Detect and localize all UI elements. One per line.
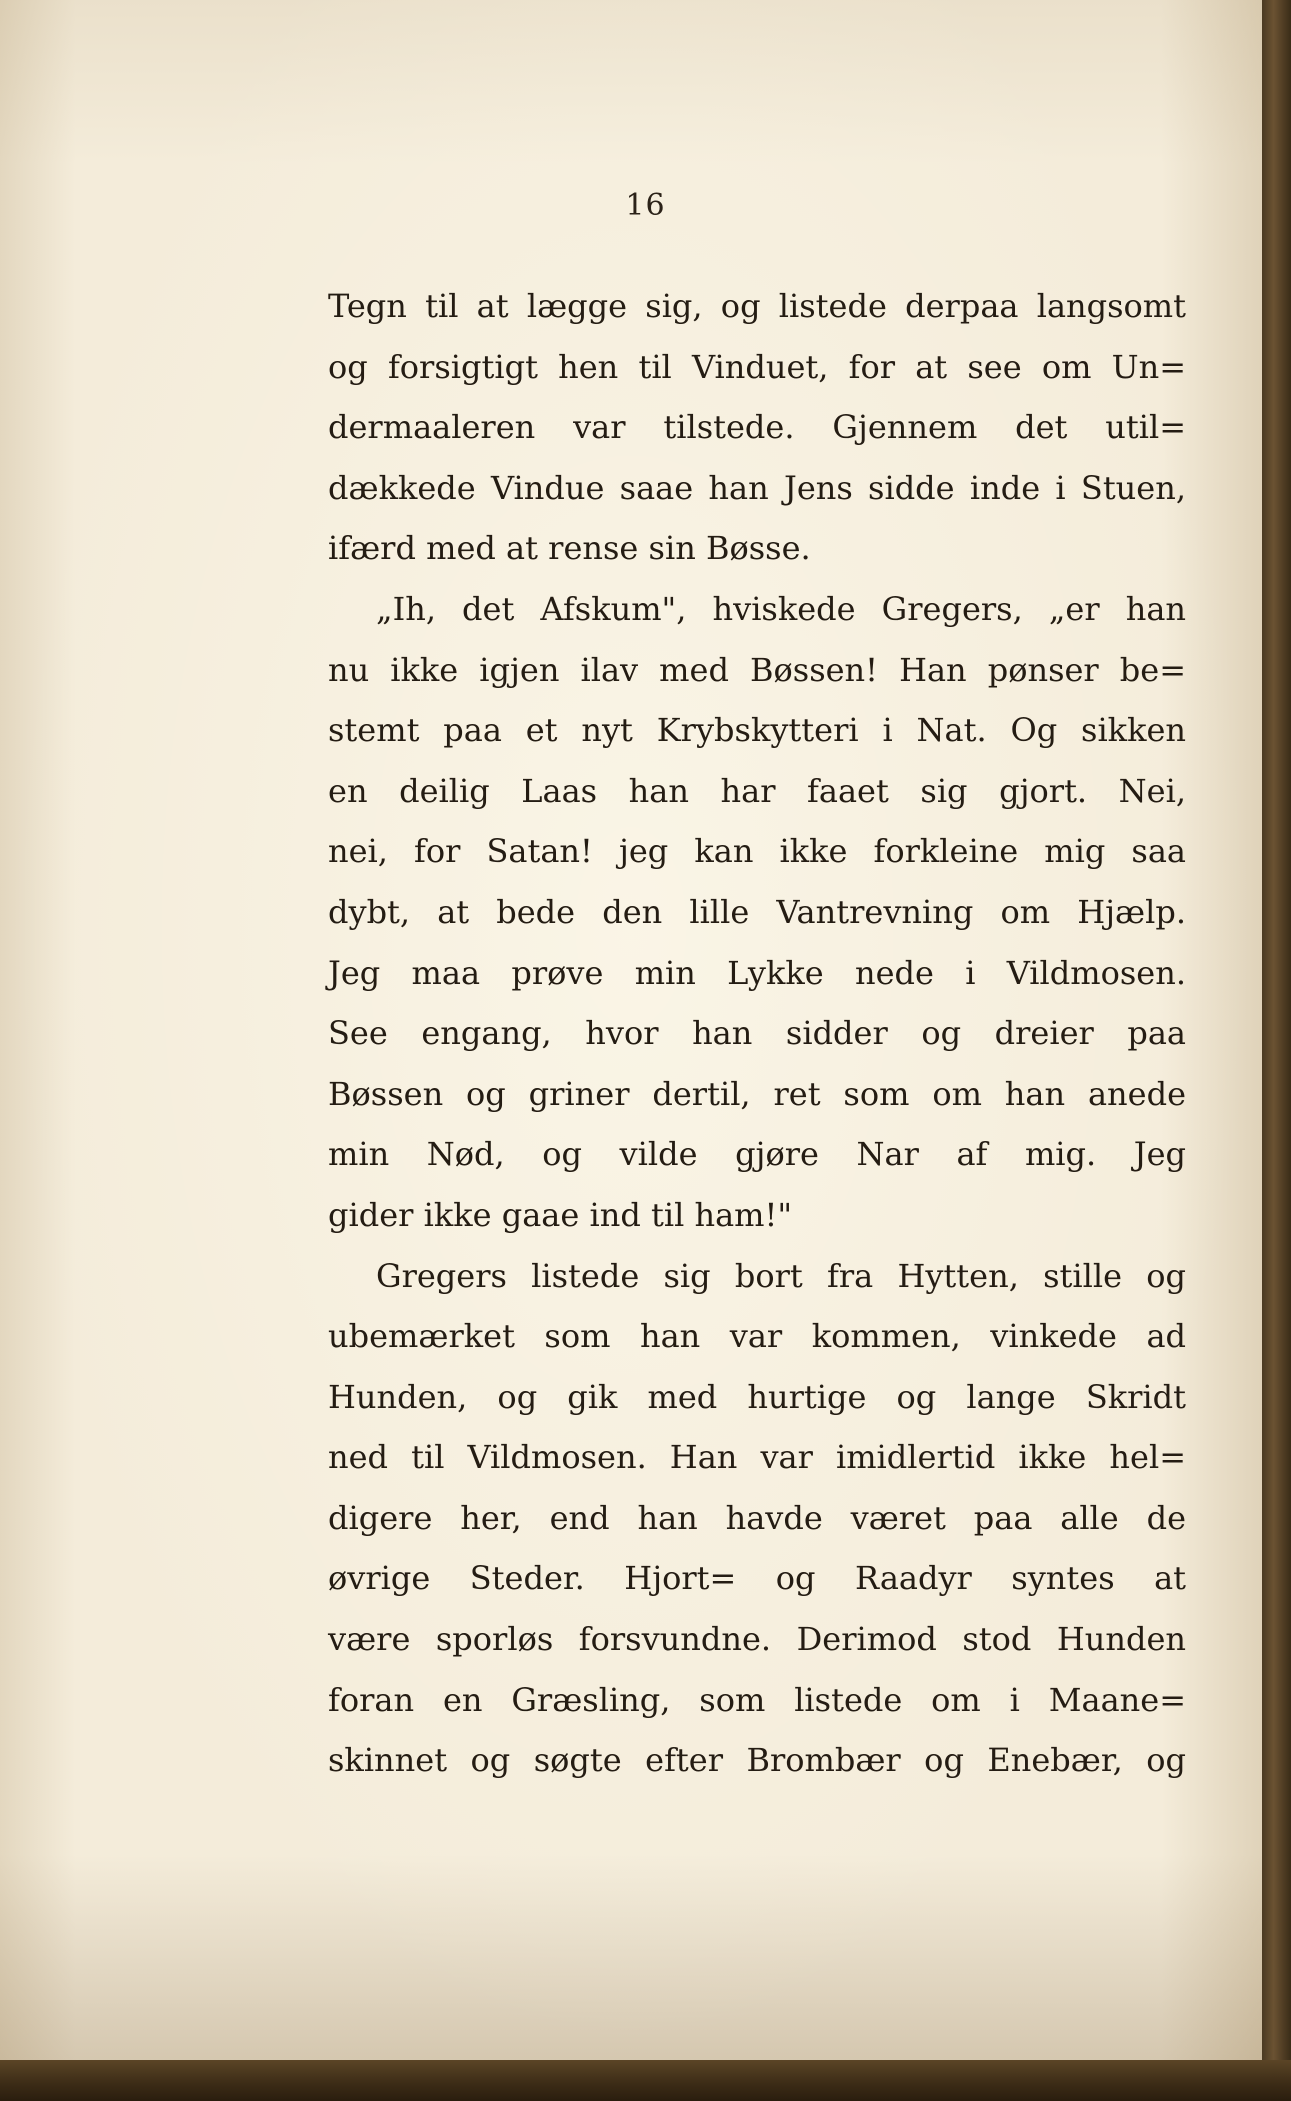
text-line: og forsigtigt hen til Vinduet, for at see om Un= [328, 347, 1186, 386]
text-line: min Nød, og vilde gjøre Nar af mig. Jeg [328, 1135, 1186, 1174]
text-line: digere her, end han havde været paa alle de [328, 1498, 1186, 1537]
text-line: foran en Græsling, som listede om i Maane= [328, 1680, 1186, 1719]
text-line: stemt paa et nyt Krybskytteri i Nat. Og sikken [328, 711, 1186, 750]
text-line: Tegn til at lægge sig, og listede derpaa langsomt [328, 287, 1186, 325]
page-number: 16 [625, 188, 666, 223]
text-line: See engang, hvor han sidder og dreier paa [328, 1014, 1186, 1053]
text-line: Gregers listede sig bort fra Hytten, stille og [376, 1256, 1186, 1295]
text-line: dermaaleren var tilstede. Gjennem det util= [328, 408, 1186, 447]
text-line: ubemærket som han var kommen, vinkede ad [328, 1317, 1186, 1356]
text-line: ned til Vildmosen. Han var imidlertid ikke hel= [328, 1438, 1186, 1477]
text-line: „Ih, det Afskum", hviskede Gregers, „er han [376, 589, 1186, 628]
text-line: være sporløs forsvundne. Derimod stod Hunden [328, 1620, 1186, 1659]
text-line: Jeg maa prøve min Lykke nede i Vildmosen. [328, 953, 1186, 992]
text-line: en deilig Laas han har faaet sig gjort. Nei, [328, 771, 1186, 810]
body-text [328, 276, 1186, 1791]
text-line: nu ikke igjen ilav med Bøssen! Han pønser be= [328, 650, 1186, 689]
text-line: skinnet og søgte efter Brombær og Enebær, og [328, 1741, 1186, 1780]
book-bottom-edge [0, 2060, 1291, 2101]
text-line: ifærd med at rense sin Bøsse. [328, 529, 811, 568]
text-line: Bøssen og griner dertil, ret som om han anede [328, 1074, 1186, 1113]
text-line: nei, for Satan! jeg kan ikke forkleine mig saa [328, 832, 1186, 871]
text-line: dybt, at bede den lille Vantrevning om Hjælp. [328, 892, 1186, 931]
text-line: gider ikke gaae ind til ham!" [328, 1195, 793, 1234]
text-line: Hunden, og gik med hurtige og lange Skridt [328, 1377, 1186, 1416]
text-line: øvrige Steder. Hjort= og Raadyr syntes at [328, 1559, 1186, 1598]
text-line: dækkede Vindue saae han Jens sidde inde i Stuen, [328, 468, 1186, 507]
book-binding-edge [1262, 0, 1291, 2101]
